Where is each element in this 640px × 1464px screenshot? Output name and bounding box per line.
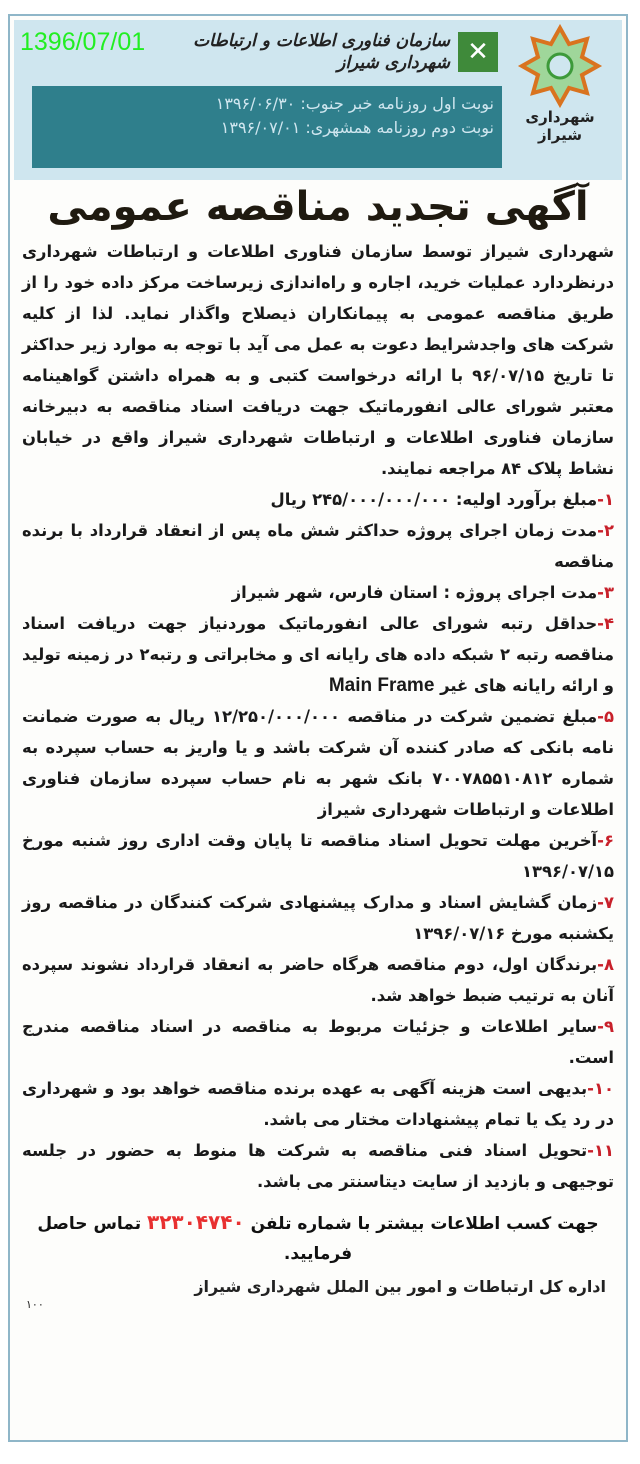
date-stamp: 1396/07/01 — [20, 28, 146, 56]
item-text: بدیهی است هزینه آگهی به عهده برنده مناقصه خواهد بود و شهرداری در رد یک یا تمام پیشنهادات مختار می باشد. — [22, 1079, 614, 1129]
item-number: ۳- — [597, 583, 614, 602]
issuer: اداره کل ارتباطات و امور بین الملل شهرداری شیراز — [194, 1277, 606, 1296]
item-number: ۲- — [597, 521, 614, 540]
condition-item — [22, 1011, 614, 1073]
item-text: مدت زمان اجرای پروژه حداکثر شش ماه پس از انعقاد قرارداد با برنده مناقصه — [22, 521, 614, 571]
logo-text: شهرداری شیراز — [525, 108, 595, 144]
first-run-date: نوبت اول روزنامه خبر جنوب: ۱۳۹۶/۰۶/۳۰ — [215, 94, 494, 113]
second-run-date: نوبت دوم روزنامه همشهری: ۱۳۹۶/۰۷/۰۱ — [220, 118, 494, 137]
intro-paragraph: شهرداری شیراز توسط سازمان فناوری اطلاعات و ارتباطات شهرداری درنظردارد عملیات خرید، اجاره و راه‌اندازی زیرساخت مرکز داده خود را از طریق مناقصه عمومی به پیمانکاران ذیصلاح واگذار نماید. لذا از کلیه شرکت های واجدشرایط دعوت به عمل می آید با توجه به موارد زیر حداکثر تا تاریخ ۹۶/۰۷/۱۵ با ارائه درخواست کتبی و به همراه داشتن گواهینامه معتبر شورای عالی انفورماتیک جهت دریافت اسناد مناقصه به دبیرخانه سازمان فناوری اطلاعات و ارتباطات شهرداری شیراز واقع در خیابان نشاط پلاک ۸۴ مراجعه نمایند. — [22, 242, 614, 478]
condition-item — [22, 701, 614, 825]
flower-logo-icon — [515, 24, 605, 108]
condition-item — [22, 1073, 614, 1135]
condition-item — [22, 825, 614, 887]
item-text: مدت اجرای پروژه : استان فارس، شهر شیراز — [231, 583, 598, 602]
condition-item — [22, 577, 614, 608]
shiraz-municipality-logo — [504, 24, 616, 144]
item-number: ۱۱- — [587, 1141, 614, 1160]
condition-item — [22, 887, 614, 949]
condition-item — [22, 515, 614, 577]
item-text: مبلغ برآورد اولیه: ۲۴۵/۰۰۰/۰۰۰/۰۰۰ ریال — [270, 490, 598, 509]
condition-item — [22, 484, 614, 515]
contact-line — [20, 1207, 616, 1269]
condition-item — [22, 1135, 614, 1197]
item-number: ۱- — [597, 490, 614, 509]
item-suffix: Main Frame — [328, 675, 435, 696]
conditions-list — [22, 484, 614, 1197]
ad-header — [14, 20, 622, 180]
organization-logo-icon: ✕ — [458, 32, 498, 72]
organization-title: سازمان فناوری اطلاعات و ارتباطات شهرداری شیراز — [193, 31, 450, 73]
item-number: ۸- — [597, 955, 614, 974]
condition-item — [22, 949, 614, 1011]
item-number: ۹- — [597, 1017, 614, 1036]
item-number: ۴- — [597, 614, 614, 633]
ad-code: ۱۰۰ — [26, 1298, 44, 1311]
item-number: ۷- — [597, 893, 614, 912]
ad-title: آگهی تجدید مناقصه عمومی — [47, 184, 589, 230]
ad-body — [22, 236, 614, 1197]
ad-frame — [8, 14, 628, 1442]
item-number: ۶- — [597, 831, 614, 850]
item-number: ۱۰- — [587, 1079, 614, 1098]
condition-item — [22, 608, 614, 701]
item-number: ۵- — [597, 707, 614, 726]
item-text: مبلغ تضمین شرکت در مناقصه ۱۲/۲۵۰/۰۰۰/۰۰۰ ریال به صورت ضمانت نامه بانکی که صادر کننده آن شرکت باشد و یا واریز به حساب سپرده به شماره ۷۰۰۷۸۵۵۱۰۸۱۲ بانک شهر به نام حساب سپرده سازمان فناوری اطلاعات و ارتباطات شهرداری شیراز — [22, 707, 614, 819]
item-text: آخرین مهلت تحویل اسناد مناقصه تا پایان وقت اداری روز شنبه مورخ ۱۳۹۶/۰۷/۱۵ — [22, 831, 614, 881]
publication-dates — [32, 86, 502, 168]
item-text: زمان گشایش اسناد و مدارک پیشنهادی شرکت کنندگان در مناقصه روز یکشنبه مورخ ۱۳۹۶/۰۷/۱۶ — [22, 893, 614, 943]
contact-text-end: تماس حاصل فرمایید. — [37, 1214, 353, 1264]
item-text: حداقل رتبه شورای عالی انفورماتیک موردنیاز جهت دریافت اسناد مناقصه رتبه ۲ شبکه داده های رایانه ای و مخابراتی و رتبه۲ در زمینه تولید و ارائه رایانه های غیر — [22, 614, 614, 695]
organization-name — [178, 26, 498, 78]
item-text: برندگان اول، دوم مناقصه هرگاه حاضر به انعقاد قرارداد نشوند سپرده آنان به ترتیب ضبط خواهد شد. — [22, 955, 614, 1005]
item-text: تحویل اسناد فنی مناقصه به شرکت ها منوط به حضور در جلسه توجیهی و بازدید از سایت دیتاسنتر می باشد. — [22, 1141, 614, 1191]
item-text: سایر اطلاعات و جزئیات مربوط به مناقصه در اسناد مناقصه مندرج است. — [22, 1017, 614, 1067]
phone-number: ۳۲۳۰۴۷۴۰ — [147, 1210, 245, 1234]
contact-text: جهت کسب اطلاعات بیشتر با شماره تلفن — [250, 1214, 599, 1234]
